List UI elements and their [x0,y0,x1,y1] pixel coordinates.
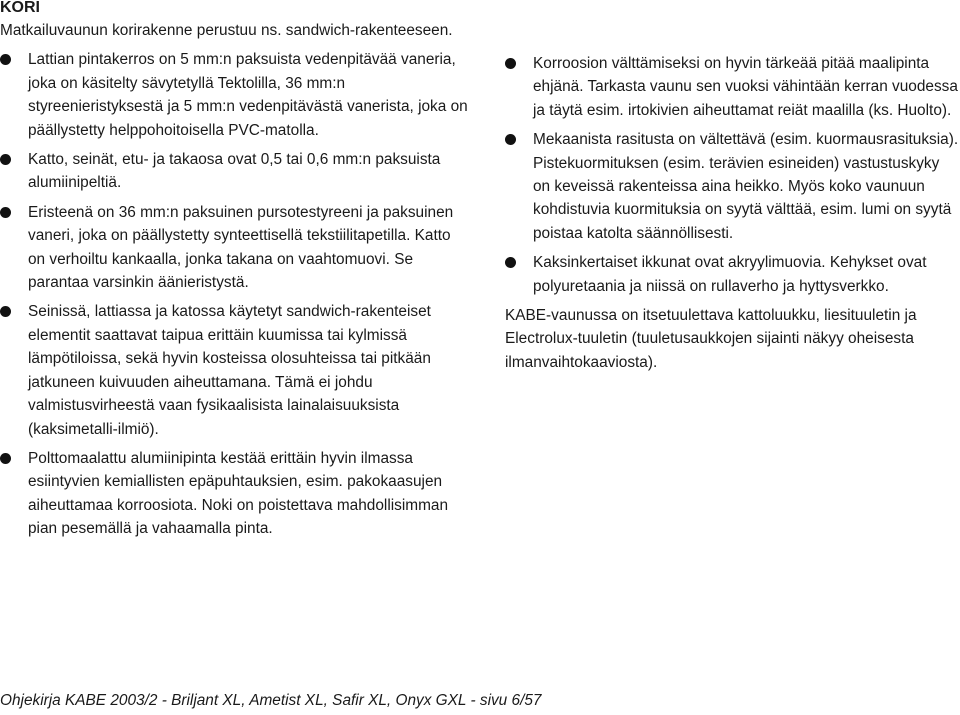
left-column [0,19,468,547]
bullet-icon [0,154,11,165]
left-bullet-list [0,48,468,540]
list-item-text: Polttomaalattu alumiinipinta kestää erittäin hyvin ilmassa esiintyvien kemiallisten epäpuhtauksien, esim. pakokaasujen aiheuttamaa korroosiota. Noki on poistettava mahdollisimman pian pesemällä ja vahaamalla pinta. [28,449,449,538]
bullet-icon [0,453,11,464]
bullet-icon [505,257,516,268]
list-item [0,447,468,541]
bullet-icon [505,58,516,69]
list-item [505,128,960,245]
section-title: KORI [0,0,40,16]
right-bullet-list [505,52,960,298]
list-item-text: Eristeenä on 36 mm:n paksuinen pursotestyreeni ja paksuinen vaneri, joka on päällystetty synteettisellä tekstiilitapetilla. Katto on verhoiltu kankaalla, jonka takana on vaahtomuovi. Se parantaa varsinkin äänieristystä. [28,203,454,292]
list-item-text: Korroosion välttämiseksi on hyvin tärkeää pitää maalipinta ehjänä. Tarkasta vaunu sen vuoksi vähintään kerran vuodessa ja täytä esim. irtokivien aiheuttamat reiät maalilla (ks. Huolto). [533,55,958,119]
list-item [0,300,468,440]
list-item [0,201,468,295]
bullet-icon [0,207,11,218]
list-item-text: Katto, seinät, etu- ja takaosa ovat 0,5 tai 0,6 mm:n paksuista alumiinipeltiä. [28,151,441,192]
list-item-text: Lattian pintakerros on 5 mm:n paksuista vedenpitävää vaneria, joka on käsitelty sävytetyllä Tektolilla, 36 mm:n styreenieristyksestä ja 5 mm:n vedenpitävästä vanerista, joka on päällystetty helppohoitoisella PVC-matolla. [28,51,468,139]
list-item-text: Kaksinkertaiset ikkunat ovat akryylimuovia. Kehykset ovat polyuretaania ja niissä on rullaverho ja hyttysverkko. [533,254,927,295]
bullet-icon [505,134,516,145]
right-column [505,52,960,374]
list-item-text: Mekaanista rasitusta on vältettävä (esim. kuormausrasituksia). Pistekuormituksen (esim. terävien esineiden) vastustuskyky on keveissä rakenteissa aina heikko. Myös koko vaunuun kohdistuvia kuormituksia on syytä välttää, esim. lumi on syytä poistaa katolta säännöllisesti. [533,131,959,242]
bullet-icon [0,306,11,317]
list-item [0,48,468,142]
list-item-text: Seinissä, lattiassa ja katossa käytetyt sandwich-rakenteiset elementit saattavat taipua erittäin kuumissa tai kylmissä lämpötiloissa, sekä hyvin kosteissa olosuhteissa tai pitkään jatkuneen kuivuuden aiheuttamana. Tämä ei johdu valmistusvirheestä vaan fysikaalisista lainalaisuuksista (kaksimetalli-ilmiö). [28,303,431,438]
bullet-icon [0,54,11,65]
list-item [505,251,960,298]
page-footer: Ohjekirja KABE 2003/2 - Briljant XL, Ametist XL, Safir XL, Onyx GXL - sivu 6/57 [0,692,542,709]
list-item [0,148,468,195]
ventilation-paragraph: KABE-vaunussa on itsetuulettava kattoluukku, liesituuletin ja Electrolux-tuuletin (tuuletusaukkojen sijainti näkyy oheisesta ilmanvaihtokaaviosta). [505,307,917,371]
intro-text: Matkailuvaunun korirakenne perustuu ns. sandwich-rakenteeseen. [0,22,453,39]
list-item [505,52,960,122]
